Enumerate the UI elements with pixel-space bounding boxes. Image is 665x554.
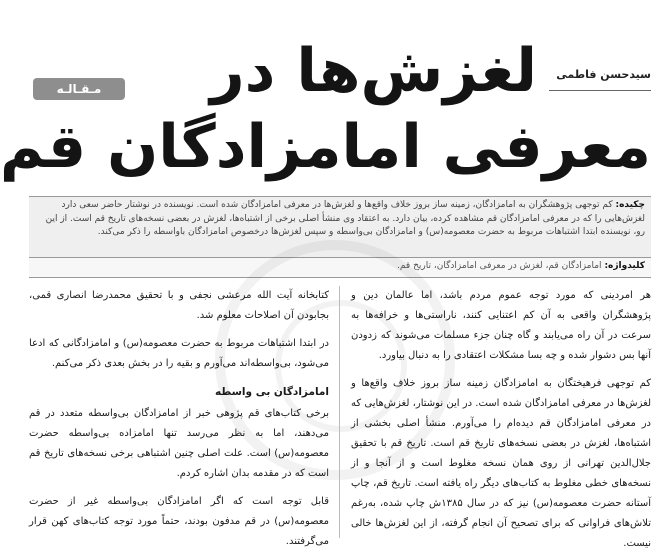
body-paragraph: در ابتدا اشتباهات مربوط به حضرت معصومه(س) و امامزادگانی که ادعا می‌شود، بی‌واسطه‌اند می‌آورم و بقیه را در بخش بعدی ذکر می‌کنم. — [29, 338, 329, 369]
body-paragraph: کم توجهی فرهیختگان به امامزادگان زمینه ساز بروز خلاف واقع‌ها و لغزش‌ها در معرفی امامزادگان شده است. در این نوشتار، لغزش‌هایی که در معرفی امامزادگان قم دیده‌ام را می‌آورم. منشأ اصلی بخشی از اشتباه‌ها، لغزش در بعضی نسخه‌های تاریخ قم است. تاریخ قم با تحقیق جلال‌الدین تهرانی از روی همان نسخه مغلوط است و از آنجا و از نسخه‌های خطی مغلوط به کتاب‌های دیگر راه یافته است. تاریخ قم، چاپ آستانه حضرت معصومه(س) نیز که در سال ۱۳۸۵ش چاپ شده، به‌رغم تلاش‌های فراوانی که برای تصحیح آن انجام گرفته، از این لغزش‌ها خالی نیست. — [351, 378, 652, 549]
abstract-box — [29, 196, 651, 258]
section-subheading: امامزادگان بی واسطه — [215, 386, 329, 398]
body-column-right — [351, 286, 652, 549]
keywords-label: کلیدواژه: — [604, 261, 645, 271]
column-divider — [339, 286, 340, 538]
section-tag: مـقـالـه — [33, 78, 125, 100]
keywords-text: امامزادگان قم، لغزش در معرفی امامزادگان، تاریخ قم. — [397, 261, 602, 271]
abstract-label: چکیده: — [615, 200, 645, 210]
keywords-box — [29, 258, 651, 278]
body-column-left — [29, 286, 329, 547]
author-name: سیدحسن فاطمی — [556, 68, 651, 81]
body-paragraph: هر امردینی که مورد توجه عموم مردم باشد، اما عالمان دین و پژوهشگران واقعی به آن کم اعتنایی کنند، ناراستی‌ها و خرافه‌ها به سرعت در آن راه می‌یابند و گاه چنان جزء مسلمات می‌شوند که زدودن آنها بس دشوار شده و چه بسا مشکلات اعتقادی را به دنبال بیاورد. — [351, 290, 651, 361]
body-paragraph: قابل توجه است که اگر امامزادگان بی‌واسطه غیر از حضرت معصومه(س) در قم مدفون بودند، حتماً مورد توجه کتاب‌های کهن قرار می‌گرفتند. — [29, 496, 329, 547]
author-divider — [549, 90, 651, 91]
article-title-line2: معرفی امامزادگان قم — [0, 112, 651, 182]
article-title-line1: لغزش‌ها در — [210, 36, 537, 106]
body-paragraph: برخی کتاب‌های قم پژوهی خبر از امامزادگان بی‌واسطه متعدد در قم می‌دهند، اما به نظر می‌رسد تنها امامزاده بی‌واسطه حضرت معصومه(س) است. علت اصلی چنین اشتباهی برخی نسخه‌های تاریخ قم است که در مقدمه بدان اشاره کردم. — [29, 408, 329, 479]
body-paragraph: کتابخانه آیت الله مرعشی نجفی و با تحقیق محمدرضا انصاری قمی، بجابودن آن اصلاحات معلوم شد. — [29, 290, 329, 321]
abstract-text: کم توجهی پژوهشگران به امامزادگان، زمینه ساز بروز خلاف واقع‌ها و لغزش‌ها در معرفی امامزادگان شده است. نویسنده در نوشتار حاضر سعی دارد لغزش‌هایی را که در معرفی امامزادگان قم مشاهده کرده، بیان دارد. به اعتقاد وی منشأ اصلی برخی از اشتباه‌ها، لغزش در بعضی نسخه‌های تاریخ قم است. از این رو، نویسنده ابتدا اشتباهات مربوط به حضرت معصومه(س) و امامزادگان بی‌واسطه و سپس لغزش‌ها درخصوص امامزادگان باواسطه را ذکر می‌کند. — [45, 200, 645, 237]
